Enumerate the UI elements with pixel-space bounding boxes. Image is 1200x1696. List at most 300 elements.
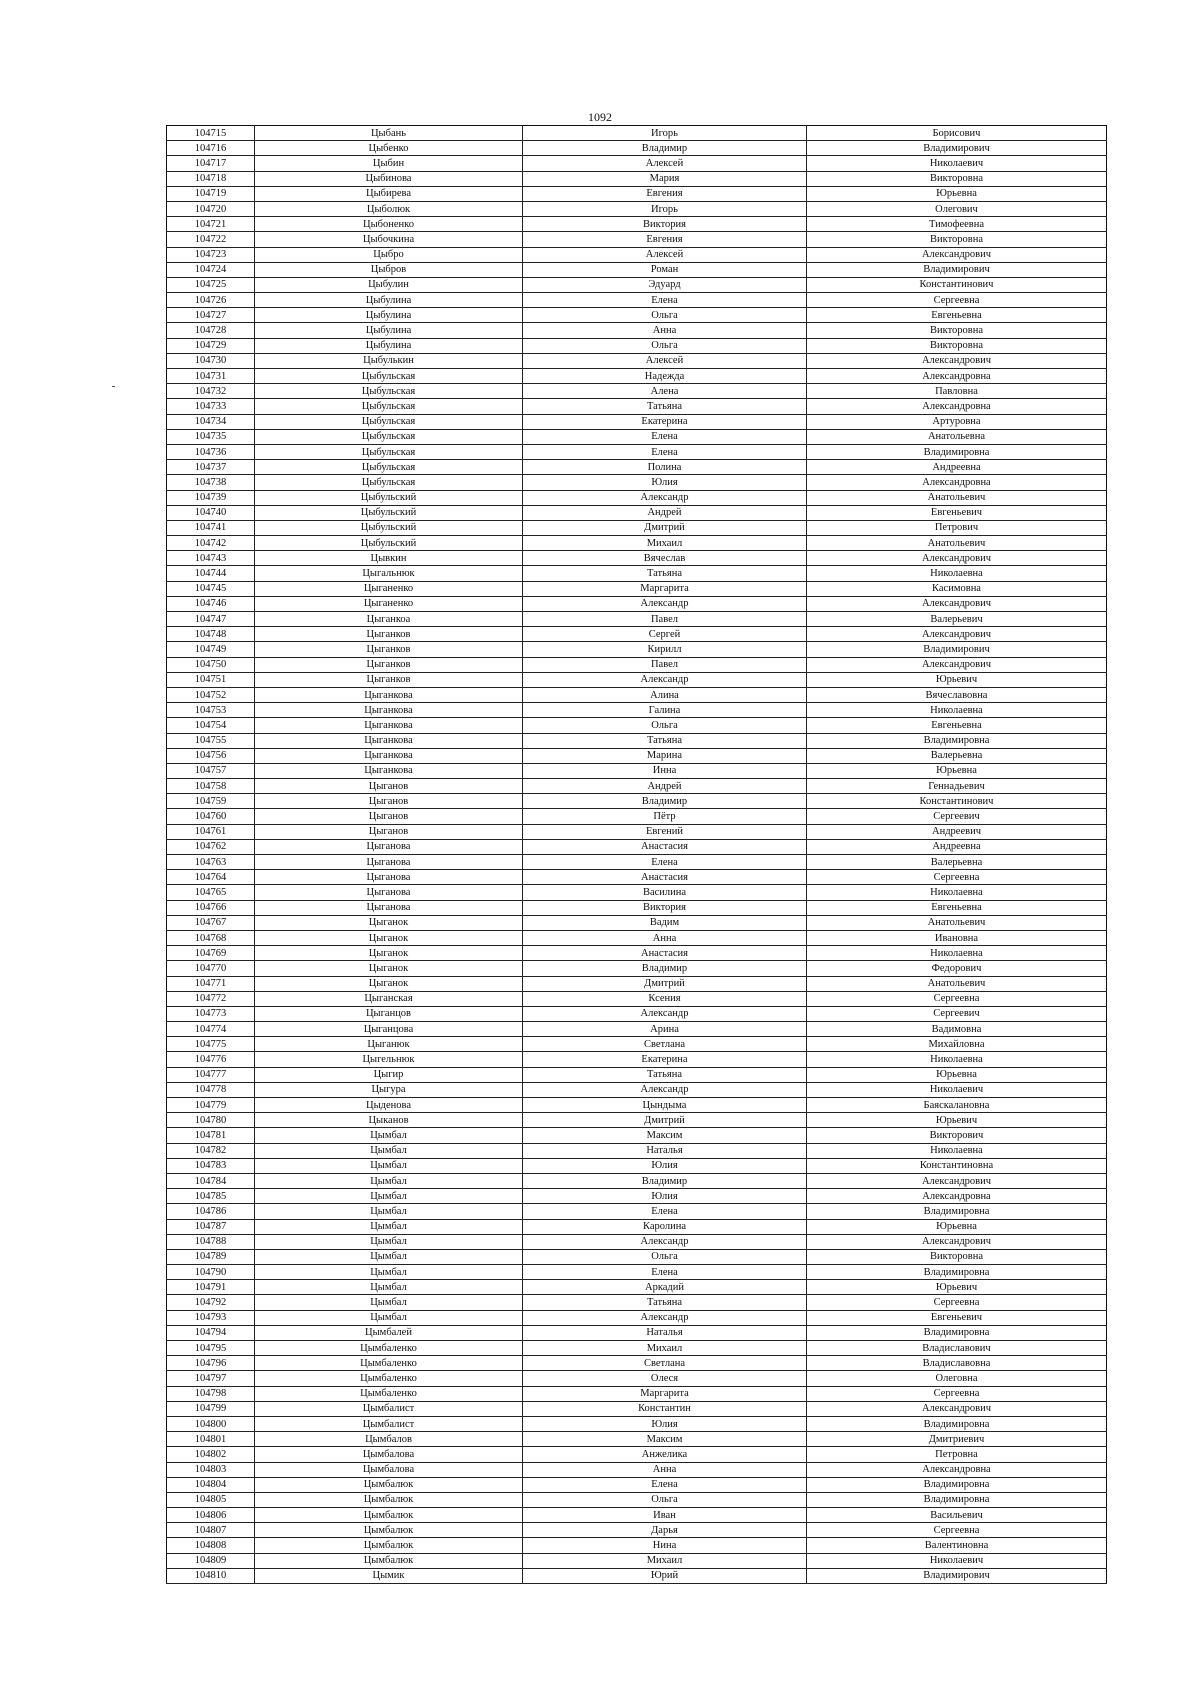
first-name-cell: Владимир [523,794,807,809]
record-id-cell: 104741 [167,520,255,535]
record-id-cell: 104799 [167,1401,255,1416]
patronymic-cell: Юрьевич [807,672,1107,687]
record-id-cell: 104800 [167,1416,255,1431]
record-id-cell: 104776 [167,1052,255,1067]
last-name-cell: Цыбульская [255,384,523,399]
patronymic-cell: Федорович [807,961,1107,976]
patronymic-cell: Сергеевна [807,870,1107,885]
table-row [167,338,1107,353]
table-row [167,1265,1107,1280]
record-id-cell: 104716 [167,141,255,156]
record-id-cell: 104766 [167,900,255,915]
last-name-cell: Цыганкова [255,748,523,763]
table-row [167,900,1107,915]
table-row [167,505,1107,520]
record-id-cell: 104765 [167,885,255,900]
patronymic-cell: Валентиновна [807,1538,1107,1553]
record-id-cell: 104757 [167,763,255,778]
registry-body [167,126,1107,1584]
last-name-cell: Цыганок [255,930,523,945]
patronymic-cell: Владиславовна [807,1356,1107,1371]
patronymic-cell: Артуровна [807,414,1107,429]
patronymic-cell: Юрьевна [807,1219,1107,1234]
first-name-cell: Александр [523,596,807,611]
record-id-cell: 104797 [167,1371,255,1386]
first-name-cell: Татьяна [523,1295,807,1310]
patronymic-cell: Евгеньевна [807,308,1107,323]
first-name-cell: Татьяна [523,399,807,414]
patronymic-cell: Александрович [807,247,1107,262]
table-row [167,1022,1107,1037]
first-name-cell: Игорь [523,201,807,216]
first-name-cell: Анжелика [523,1447,807,1462]
table-row [167,1204,1107,1219]
first-name-cell: Дарья [523,1523,807,1538]
last-name-cell: Цыганов [255,824,523,839]
first-name-cell: Евгения [523,232,807,247]
table-row [167,915,1107,930]
record-id-cell: 104798 [167,1386,255,1401]
patronymic-cell: Анатольевич [807,976,1107,991]
patronymic-cell: Анатольевна [807,429,1107,444]
patronymic-cell: Петрович [807,520,1107,535]
patronymic-cell: Юрьевич [807,1113,1107,1128]
record-id-cell: 104747 [167,612,255,627]
patronymic-cell: Александровна [807,1462,1107,1477]
last-name-cell: Цымбалюк [255,1477,523,1492]
table-row [167,414,1107,429]
first-name-cell: Аркадий [523,1280,807,1295]
table-row [167,323,1107,338]
last-name-cell: Цыбульская [255,399,523,414]
record-id-cell: 104758 [167,779,255,794]
first-name-cell: Алексей [523,353,807,368]
patronymic-cell: Дмитриевич [807,1432,1107,1447]
table-row [167,186,1107,201]
patronymic-cell: Андреевич [807,824,1107,839]
record-id-cell: 104727 [167,308,255,323]
record-id-cell: 104793 [167,1310,255,1325]
last-name-cell: Цымбал [255,1219,523,1234]
record-id-cell: 104755 [167,733,255,748]
last-name-cell: Цыганская [255,991,523,1006]
patronymic-cell: Михайловна [807,1037,1107,1052]
table-row [167,1234,1107,1249]
last-name-cell: Цымбал [255,1204,523,1219]
last-name-cell: Цыболюк [255,201,523,216]
table-row [167,946,1107,961]
record-id-cell: 104740 [167,505,255,520]
first-name-cell: Надежда [523,369,807,384]
record-id-cell: 104717 [167,156,255,171]
record-id-cell: 104764 [167,870,255,885]
table-row [167,733,1107,748]
last-name-cell: Цымбалова [255,1447,523,1462]
record-id-cell: 104722 [167,232,255,247]
last-name-cell: Цыгура [255,1082,523,1097]
table-row [167,1538,1107,1553]
first-name-cell: Игорь [523,126,807,141]
first-name-cell: Елена [523,1477,807,1492]
table-row [167,1067,1107,1082]
table-row [167,1052,1107,1067]
table-row [167,1492,1107,1507]
last-name-cell: Цыгельнюк [255,1052,523,1067]
record-id-cell: 104746 [167,596,255,611]
table-row [167,642,1107,657]
first-name-cell: Анастасия [523,946,807,961]
last-name-cell: Цыганкова [255,687,523,702]
last-name-cell: Цымбал [255,1128,523,1143]
table-row [167,1508,1107,1523]
patronymic-cell: Сергеевна [807,1295,1107,1310]
record-id-cell: 104750 [167,657,255,672]
table-row [167,1189,1107,1204]
first-name-cell: Цындыма [523,1098,807,1113]
last-name-cell: Цымбаленко [255,1341,523,1356]
record-id-cell: 104728 [167,323,255,338]
last-name-cell: Цымбалюк [255,1523,523,1538]
first-name-cell: Ольга [523,1249,807,1264]
last-name-cell: Цымбалюк [255,1508,523,1523]
scan-artifact-mark [112,386,115,387]
patronymic-cell: Павловна [807,384,1107,399]
record-id-cell: 104803 [167,1462,255,1477]
record-id-cell: 104745 [167,581,255,596]
record-id-cell: 104725 [167,277,255,292]
table-row [167,794,1107,809]
first-name-cell: Максим [523,1128,807,1143]
table-row [167,1477,1107,1492]
record-id-cell: 104781 [167,1128,255,1143]
last-name-cell: Цыганкоа [255,612,523,627]
patronymic-cell: Борисович [807,126,1107,141]
patronymic-cell: Евгеньевич [807,505,1107,520]
record-id-cell: 104744 [167,566,255,581]
first-name-cell: Вадим [523,915,807,930]
first-name-cell: Анастасия [523,870,807,885]
first-name-cell: Евгения [523,186,807,201]
patronymic-cell: Николаевна [807,1143,1107,1158]
last-name-cell: Цымбал [255,1189,523,1204]
patronymic-cell: Викторовна [807,232,1107,247]
last-name-cell: Цымбаленко [255,1356,523,1371]
last-name-cell: Цыбулькин [255,353,523,368]
patronymic-cell: Николаевна [807,703,1107,718]
table-row [167,566,1107,581]
first-name-cell: Наталья [523,1325,807,1340]
first-name-cell: Каролина [523,1219,807,1234]
record-id-cell: 104789 [167,1249,255,1264]
last-name-cell: Цымбал [255,1173,523,1188]
first-name-cell: Юлия [523,1158,807,1173]
record-id-cell: 104751 [167,672,255,687]
record-id-cell: 104786 [167,1204,255,1219]
first-name-cell: Елена [523,1265,807,1280]
patronymic-cell: Константинович [807,277,1107,292]
first-name-cell: Дмитрий [523,1113,807,1128]
first-name-cell: Елена [523,293,807,308]
record-id-cell: 104734 [167,414,255,429]
patronymic-cell: Николаевич [807,156,1107,171]
first-name-cell: Екатерина [523,1052,807,1067]
patronymic-cell: Александрович [807,627,1107,642]
table-row [167,1325,1107,1340]
patronymic-cell: Викторович [807,1128,1107,1143]
last-name-cell: Цымбал [255,1280,523,1295]
table-row [167,520,1107,535]
table-row [167,353,1107,368]
first-name-cell: Алексей [523,247,807,262]
last-name-cell: Цыганок [255,915,523,930]
record-id-cell: 104792 [167,1295,255,1310]
first-name-cell: Владимир [523,961,807,976]
last-name-cell: Цыганкова [255,718,523,733]
record-id-cell: 104749 [167,642,255,657]
record-id-cell: 104770 [167,961,255,976]
first-name-cell: Ольга [523,718,807,733]
table-row [167,581,1107,596]
first-name-cell: Вячеслав [523,551,807,566]
first-name-cell: Евгений [523,824,807,839]
table-row [167,399,1107,414]
record-id-cell: 104771 [167,976,255,991]
last-name-cell: Цымбал [255,1310,523,1325]
record-id-cell: 104784 [167,1173,255,1188]
table-row [167,1432,1107,1447]
last-name-cell: Цыганкова [255,703,523,718]
last-name-cell: Цыбулин [255,277,523,292]
first-name-cell: Владимир [523,141,807,156]
record-id-cell: 104721 [167,217,255,232]
table-row [167,779,1107,794]
table-row [167,429,1107,444]
last-name-cell: Цыганкова [255,733,523,748]
table-row [167,855,1107,870]
last-name-cell: Цымбал [255,1249,523,1264]
last-name-cell: Цымбалист [255,1401,523,1416]
first-name-cell: Павел [523,657,807,672]
table-row [167,1173,1107,1188]
last-name-cell: Цыбульская [255,444,523,459]
patronymic-cell: Олеговна [807,1371,1107,1386]
patronymic-cell: Александровна [807,399,1107,414]
last-name-cell: Цымбалист [255,1416,523,1431]
last-name-cell: Цымбал [255,1234,523,1249]
table-row [167,1356,1107,1371]
record-id-cell: 104794 [167,1325,255,1340]
last-name-cell: Цыканов [255,1113,523,1128]
table-row [167,369,1107,384]
table-row [167,596,1107,611]
patronymic-cell: Юрьевна [807,186,1107,201]
patronymic-cell: Петровна [807,1447,1107,1462]
last-name-cell: Цыганков [255,627,523,642]
first-name-cell: Ольга [523,308,807,323]
last-name-cell: Цымбал [255,1143,523,1158]
table-row [167,1310,1107,1325]
patronymic-cell: Сергеевна [807,991,1107,1006]
record-id-cell: 104809 [167,1553,255,1568]
last-name-cell: Цыбулина [255,338,523,353]
record-id-cell: 104761 [167,824,255,839]
table-row [167,627,1107,642]
table-row [167,460,1107,475]
patronymic-cell: Васильевич [807,1508,1107,1523]
table-row [167,870,1107,885]
table-row [167,171,1107,186]
first-name-cell: Василина [523,885,807,900]
table-row [167,1158,1107,1173]
table-row [167,718,1107,733]
record-id-cell: 104802 [167,1447,255,1462]
record-id-cell: 104783 [167,1158,255,1173]
table-row [167,247,1107,262]
table-row [167,1295,1107,1310]
first-name-cell: Галина [523,703,807,718]
last-name-cell: Цыбенко [255,141,523,156]
last-name-cell: Цымбалюк [255,1553,523,1568]
last-name-cell: Цыбульская [255,460,523,475]
table-row [167,1249,1107,1264]
record-id-cell: 104772 [167,991,255,1006]
first-name-cell: Михаил [523,1553,807,1568]
record-id-cell: 104769 [167,946,255,961]
last-name-cell: Цымбал [255,1295,523,1310]
record-id-cell: 104795 [167,1341,255,1356]
record-id-cell: 104768 [167,930,255,945]
table-row [167,293,1107,308]
last-name-cell: Цыбулина [255,293,523,308]
table-row [167,262,1107,277]
patronymic-cell: Владиславович [807,1341,1107,1356]
patronymic-cell: Сергеевна [807,1386,1107,1401]
last-name-cell: Цыганюк [255,1037,523,1052]
record-id-cell: 104804 [167,1477,255,1492]
last-name-cell: Цыбирева [255,186,523,201]
last-name-cell: Цыганенко [255,596,523,611]
table-row [167,1447,1107,1462]
last-name-cell: Цымбал [255,1158,523,1173]
record-id-cell: 104807 [167,1523,255,1538]
table-row [167,809,1107,824]
table-row [167,1280,1107,1295]
first-name-cell: Анна [523,930,807,945]
patronymic-cell: Николаевна [807,946,1107,961]
record-id-cell: 104808 [167,1538,255,1553]
patronymic-cell: Баяскалановна [807,1098,1107,1113]
record-id-cell: 104731 [167,369,255,384]
patronymic-cell: Касимовна [807,581,1107,596]
table-row [167,217,1107,232]
first-name-cell: Екатерина [523,414,807,429]
last-name-cell: Цыганенко [255,581,523,596]
patronymic-cell: Викторовна [807,323,1107,338]
record-id-cell: 104760 [167,809,255,824]
record-id-cell: 104730 [167,353,255,368]
patronymic-cell: Владимирович [807,642,1107,657]
patronymic-cell: Евгеньевна [807,718,1107,733]
last-name-cell: Цымбалов [255,1432,523,1447]
patronymic-cell: Николаевна [807,566,1107,581]
first-name-cell: Роман [523,262,807,277]
patronymic-cell: Александрович [807,1173,1107,1188]
record-id-cell: 104767 [167,915,255,930]
first-name-cell: Татьяна [523,1067,807,1082]
last-name-cell: Цыганков [255,642,523,657]
first-name-cell: Юлия [523,1189,807,1204]
patronymic-cell: Сергеевич [807,809,1107,824]
patronymic-cell: Владимировна [807,444,1107,459]
first-name-cell: Анна [523,323,807,338]
patronymic-cell: Александровна [807,1189,1107,1204]
patronymic-cell: Александрович [807,596,1107,611]
last-name-cell: Цыбро [255,247,523,262]
first-name-cell: Андрей [523,779,807,794]
table-row [167,1553,1107,1568]
patronymic-cell: Александровна [807,475,1107,490]
table-row [167,536,1107,551]
table-row [167,156,1107,171]
last-name-cell: Цыбров [255,262,523,277]
record-id-cell: 104762 [167,839,255,854]
record-id-cell: 104788 [167,1234,255,1249]
record-id-cell: 104756 [167,748,255,763]
record-id-cell: 104715 [167,126,255,141]
patronymic-cell: Владимировна [807,733,1107,748]
first-name-cell: Светлана [523,1037,807,1052]
record-id-cell: 104736 [167,444,255,459]
last-name-cell: Цыбулина [255,308,523,323]
patronymic-cell: Александрович [807,657,1107,672]
table-row [167,1568,1107,1583]
table-row [167,1523,1107,1538]
first-name-cell: Елена [523,444,807,459]
table-row [167,672,1107,687]
patronymic-cell: Владимирович [807,1568,1107,1583]
first-name-cell: Мария [523,171,807,186]
record-id-cell: 104780 [167,1113,255,1128]
first-name-cell: Нина [523,1538,807,1553]
record-id-cell: 104777 [167,1067,255,1082]
first-name-cell: Александр [523,490,807,505]
table-row [167,703,1107,718]
last-name-cell: Цыбоненко [255,217,523,232]
table-row [167,991,1107,1006]
table-row [167,657,1107,672]
patronymic-cell: Андреевна [807,460,1107,475]
table-row [167,1006,1107,1021]
record-id-cell: 104785 [167,1189,255,1204]
first-name-cell: Иван [523,1508,807,1523]
first-name-cell: Пётр [523,809,807,824]
table-row [167,384,1107,399]
last-name-cell: Цыганова [255,870,523,885]
first-name-cell: Светлана [523,1356,807,1371]
record-id-cell: 104720 [167,201,255,216]
record-id-cell: 104748 [167,627,255,642]
table-row [167,1037,1107,1052]
patronymic-cell: Анатольевич [807,915,1107,930]
first-name-cell: Маргарита [523,1386,807,1401]
table-row [167,885,1107,900]
last-name-cell: Цыбинова [255,171,523,186]
first-name-cell: Алена [523,384,807,399]
last-name-cell: Цыганова [255,855,523,870]
patronymic-cell: Владимировна [807,1477,1107,1492]
record-id-cell: 104806 [167,1508,255,1523]
patronymic-cell: Александрович [807,1401,1107,1416]
